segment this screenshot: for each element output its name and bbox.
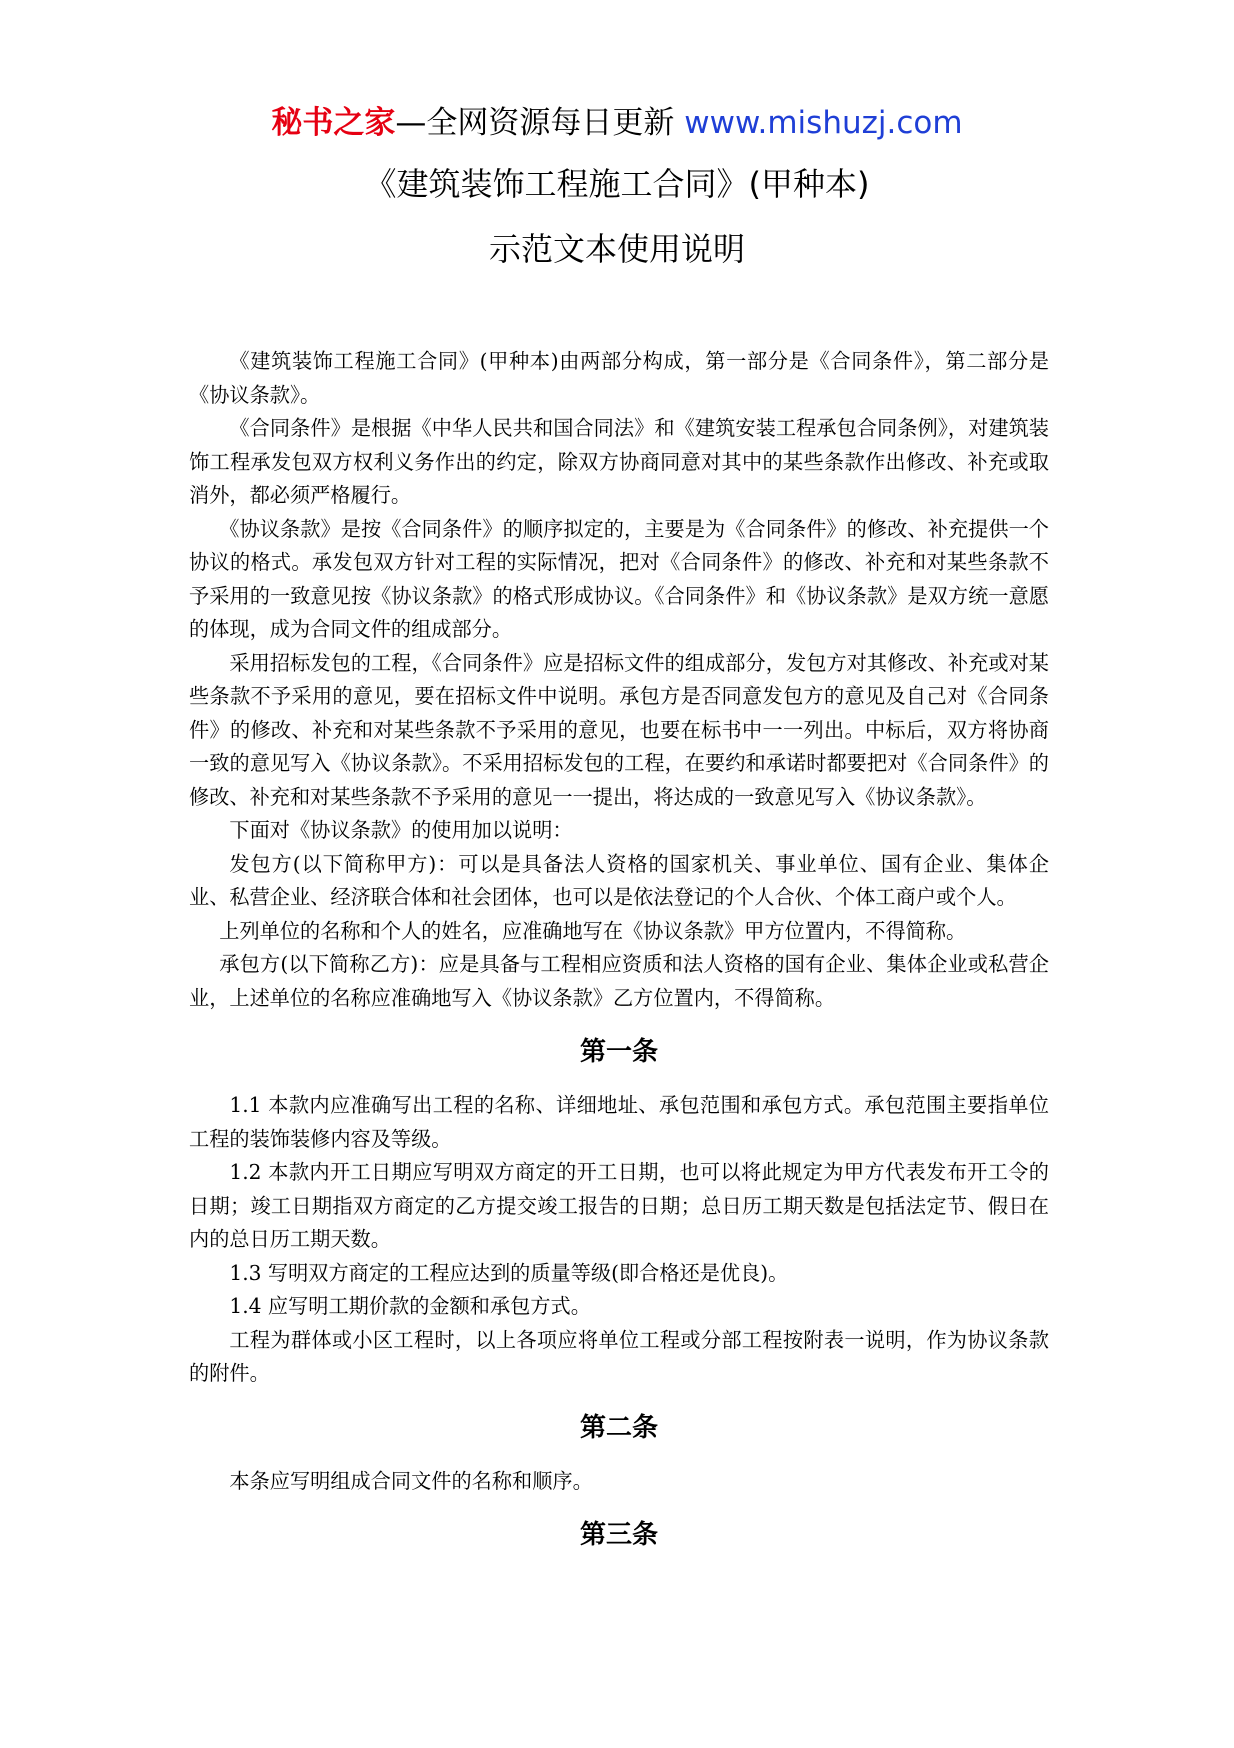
intro-paragraph: 下面对《协议条款》的使用加以说明： <box>229 818 573 842</box>
article-2-heading: 第二条 <box>579 1412 658 1443</box>
intro-paragraph: 承包方(以下简称乙方)：应是具备与工程相应资质和法人资格的国有企业、集体企业或私营企业，上述单位的名称应准确地写入《协议条款》乙方位置内，不得简称。 <box>189 952 1049 1010</box>
intro-paragraph: 《建筑装饰工程施工合同》(甲种本)由两部分构成，第一部分是《合同条件》，第二部分是《协议条款》。 <box>189 349 1049 407</box>
article-1-clause: 1.3 写明双方商定的工程应达到的质量等级(即合格还是优良)。 <box>229 1260 789 1285</box>
document-body <box>189 345 1049 1572</box>
intro-paragraph: 上列单位的名称和个人的姓名，应准确地写在《协议条款》甲方位置内，不得简称。 <box>219 918 967 943</box>
site-url-link[interactable]: www.mishuzj.com <box>684 105 963 141</box>
site-slogan: —全网资源每日更新 <box>395 105 685 141</box>
intro-paragraph: 发包方(以下简称甲方)：可以是具备法人资格的国家机关、事业单位、国有企业、集体企业、私营企业、经济联合体和社会团体，也可以是依法登记的个人合伙、个体工商户或个人。 <box>189 851 1049 909</box>
intro-paragraph: 《合同条件》是根据《中华人民共和国合同法》和《建筑安装工程承包合同条例》，对建筑装饰工程承发包双方权利义务作出的约定，除双方协商同意对其中的某些条款作出修改、补充或取消外，都必须严格履行。 <box>189 416 1049 507</box>
article-3-heading: 第三条 <box>579 1520 658 1550</box>
document-subtitle: 示范文本使用说明 <box>488 230 745 268</box>
brand-name: 秘书之家 <box>271 105 396 141</box>
site-header <box>0 103 1234 143</box>
article-1-clause: 1.2 本款内开工日期应写明双方商定的开工日期，也可以将此规定为甲方代表发布开工令的日期；竣工日期指双方商定的乙方提交竣工报告的日期；总日历工期天数是包括法定节、假日在内的总日历工期天数。 <box>189 1160 1049 1251</box>
article-2-clause: 本条应写明组成合同文件的名称和顺序。 <box>229 1468 593 1493</box>
article-1-heading: 第一条 <box>579 1037 658 1067</box>
article-1-clause: 1.4 应写明工期价款的金额和承包方式。 <box>229 1294 591 1318</box>
article-1-clause: 1.1 本款内应准确写出工程的名称、详细地址、承包范围和承包方式。承包范围主要指单位工程的装饰装修内容及等级。 <box>189 1093 1049 1151</box>
document-title: 《建筑装饰工程施工合同》(甲种本) <box>364 165 870 203</box>
intro-paragraph: 《协议条款》是按《合同条件》的顺序拟定的，主要是为《合同条件》的修改、补充提供一个协议的格式。承发包双方针对工程的实际情况，把对《合同条件》的修改、补充和对某些条款不予采用的一致意见按《协议条款》的格式形成协议。《合同条件》和《协议条款》是双方统一意愿的体现，成为合同文件的组成部分。 <box>189 516 1049 641</box>
article-1-clause: 工程为群体或小区工程时，以上各项应将单位工程或分部工程按附表一说明，作为协议条款的附件。 <box>189 1327 1049 1385</box>
intro-paragraph: 采用招标发包的工程，《合同条件》应是招标文件的组成部分，发包方对其修改、补充或对某些条款不予采用的意见，要在招标文件中说明。承包方是否同意发包方的意见及自己对《合同条件》的修改、补充和对某些条款不予采用的意见，也要在标书中一一列出。中标后，双方将协商一致的意见写入《协议条款》。不采用招标发包的工程，在要约和承诺时都要把对《合同条件》的修改、补充和对某些条款不予采用的意见一一提出，将达成的一致意见写入《协议条款》。 <box>189 650 1049 809</box>
